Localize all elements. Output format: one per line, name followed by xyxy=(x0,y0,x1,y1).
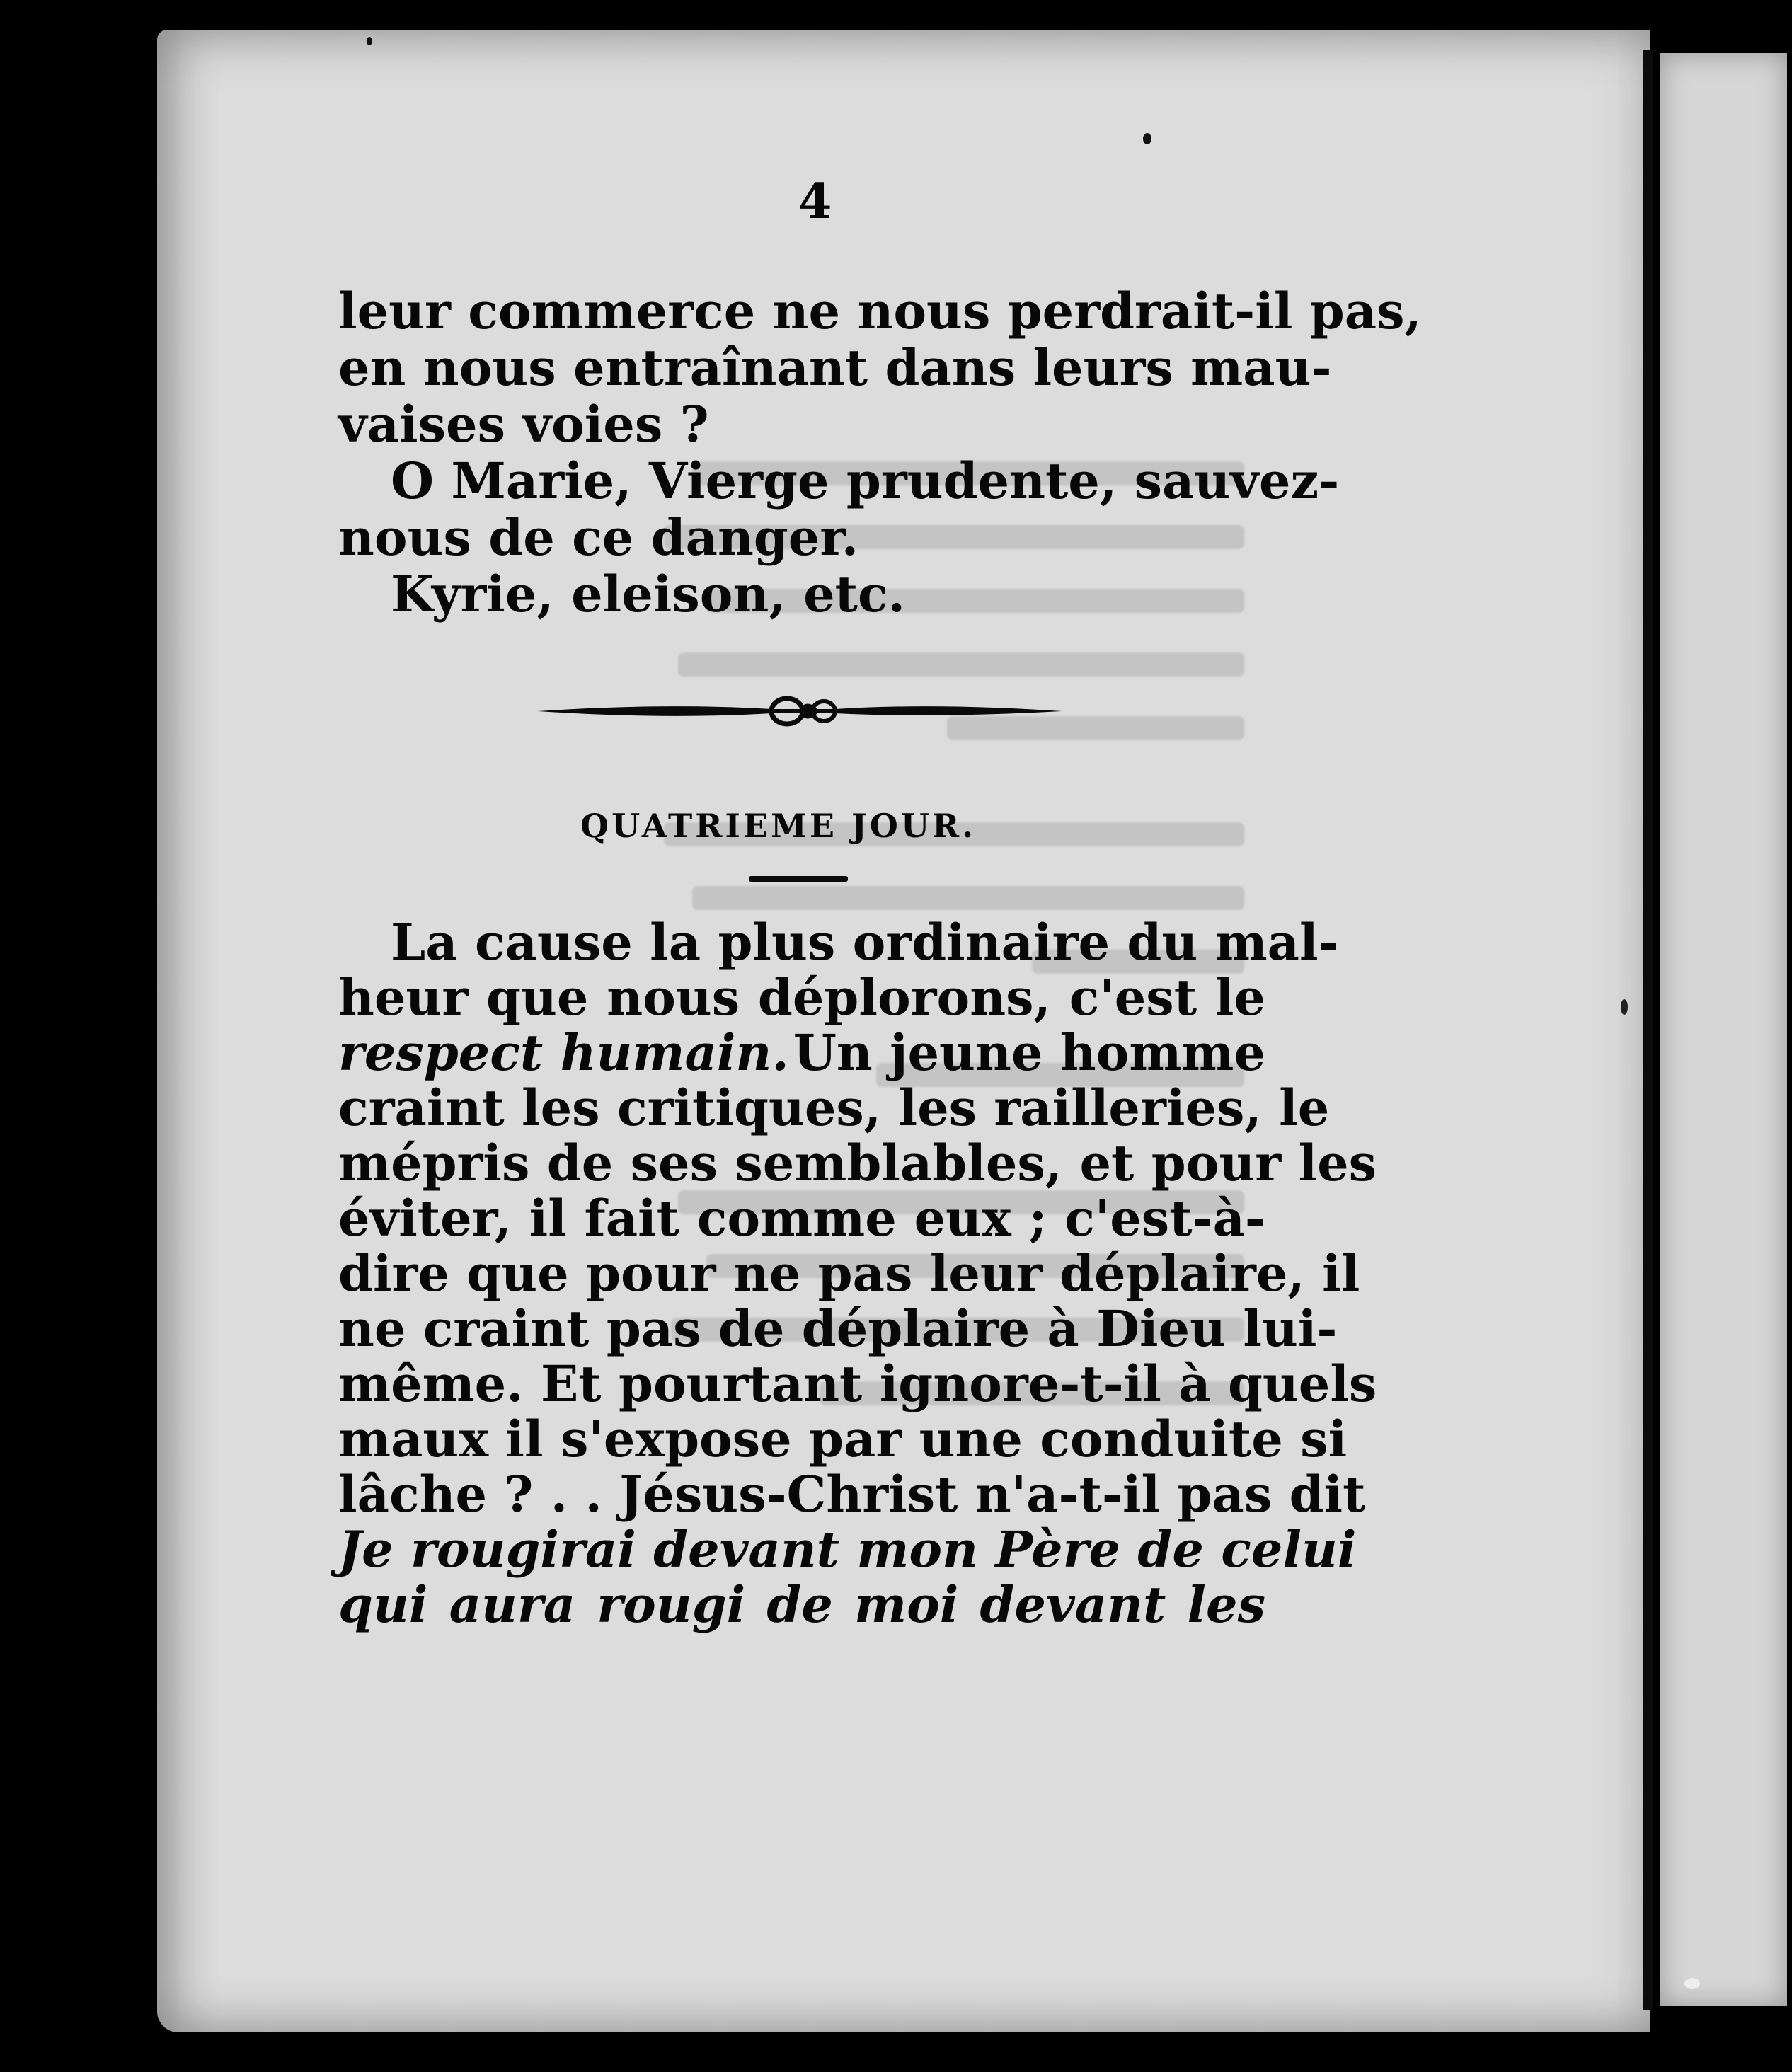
body-line: dire que pour ne pas leur déplaire, il xyxy=(338,1244,1360,1303)
body-line: maux il s'expose par une conduite si xyxy=(338,1410,1348,1468)
body-line: éviter, il fait comme eux ; c'est-à- xyxy=(338,1189,1265,1248)
body-line: heur que nous déplorons, c'est le xyxy=(338,968,1265,1027)
text-line: leur commerce ne nous perdrait-il pas, xyxy=(338,282,1422,340)
heading-rule xyxy=(749,876,848,882)
body-line: lâche ? . . Jésus-Christ n'a-t-il pas dit xyxy=(338,1465,1366,1524)
body-line: La cause la plus ordinaire du mal- xyxy=(391,913,1339,972)
body-line: ne craint pas de déplaire à Dieu lui- xyxy=(338,1299,1338,1358)
paper-speck xyxy=(1684,1978,1700,1989)
invocation-line: nous de ce danger. xyxy=(338,508,859,567)
body-line: mépris de ses semblables, et pour les xyxy=(338,1134,1377,1192)
page-number: 4 xyxy=(798,173,832,230)
body-line-italic: qui aura rougi de moi devant les xyxy=(338,1575,1265,1634)
book-gutter xyxy=(1643,50,1653,2010)
invocation-line: O Marie, Vierge prudente, sauvez- xyxy=(391,451,1340,510)
line-rest: Un jeune homme xyxy=(793,1023,1265,1082)
ink-speck xyxy=(367,37,372,45)
section-heading: QUATRIEME JOUR. xyxy=(580,807,977,845)
ornamental-divider xyxy=(538,690,1062,732)
body-line: craint les critiques, les railleries, le xyxy=(338,1078,1330,1137)
ink-speck xyxy=(1143,133,1151,144)
right-page-edge xyxy=(1660,53,1787,2006)
ink-speck xyxy=(1621,999,1628,1015)
text-line: vaises voies ? xyxy=(338,395,709,454)
body-line-italic: Je rougirai devant mon Père de celui xyxy=(338,1520,1357,1579)
text-line: en nous entraînant dans leurs mau- xyxy=(338,338,1332,397)
body-line-mixed xyxy=(338,1023,1265,1082)
italic-phrase: respect humain. xyxy=(338,1023,789,1082)
body-line: même. Et pourtant ignore-t-il à quels xyxy=(338,1354,1377,1413)
kyrie-line: Kyrie, eleison, etc. xyxy=(391,565,905,623)
